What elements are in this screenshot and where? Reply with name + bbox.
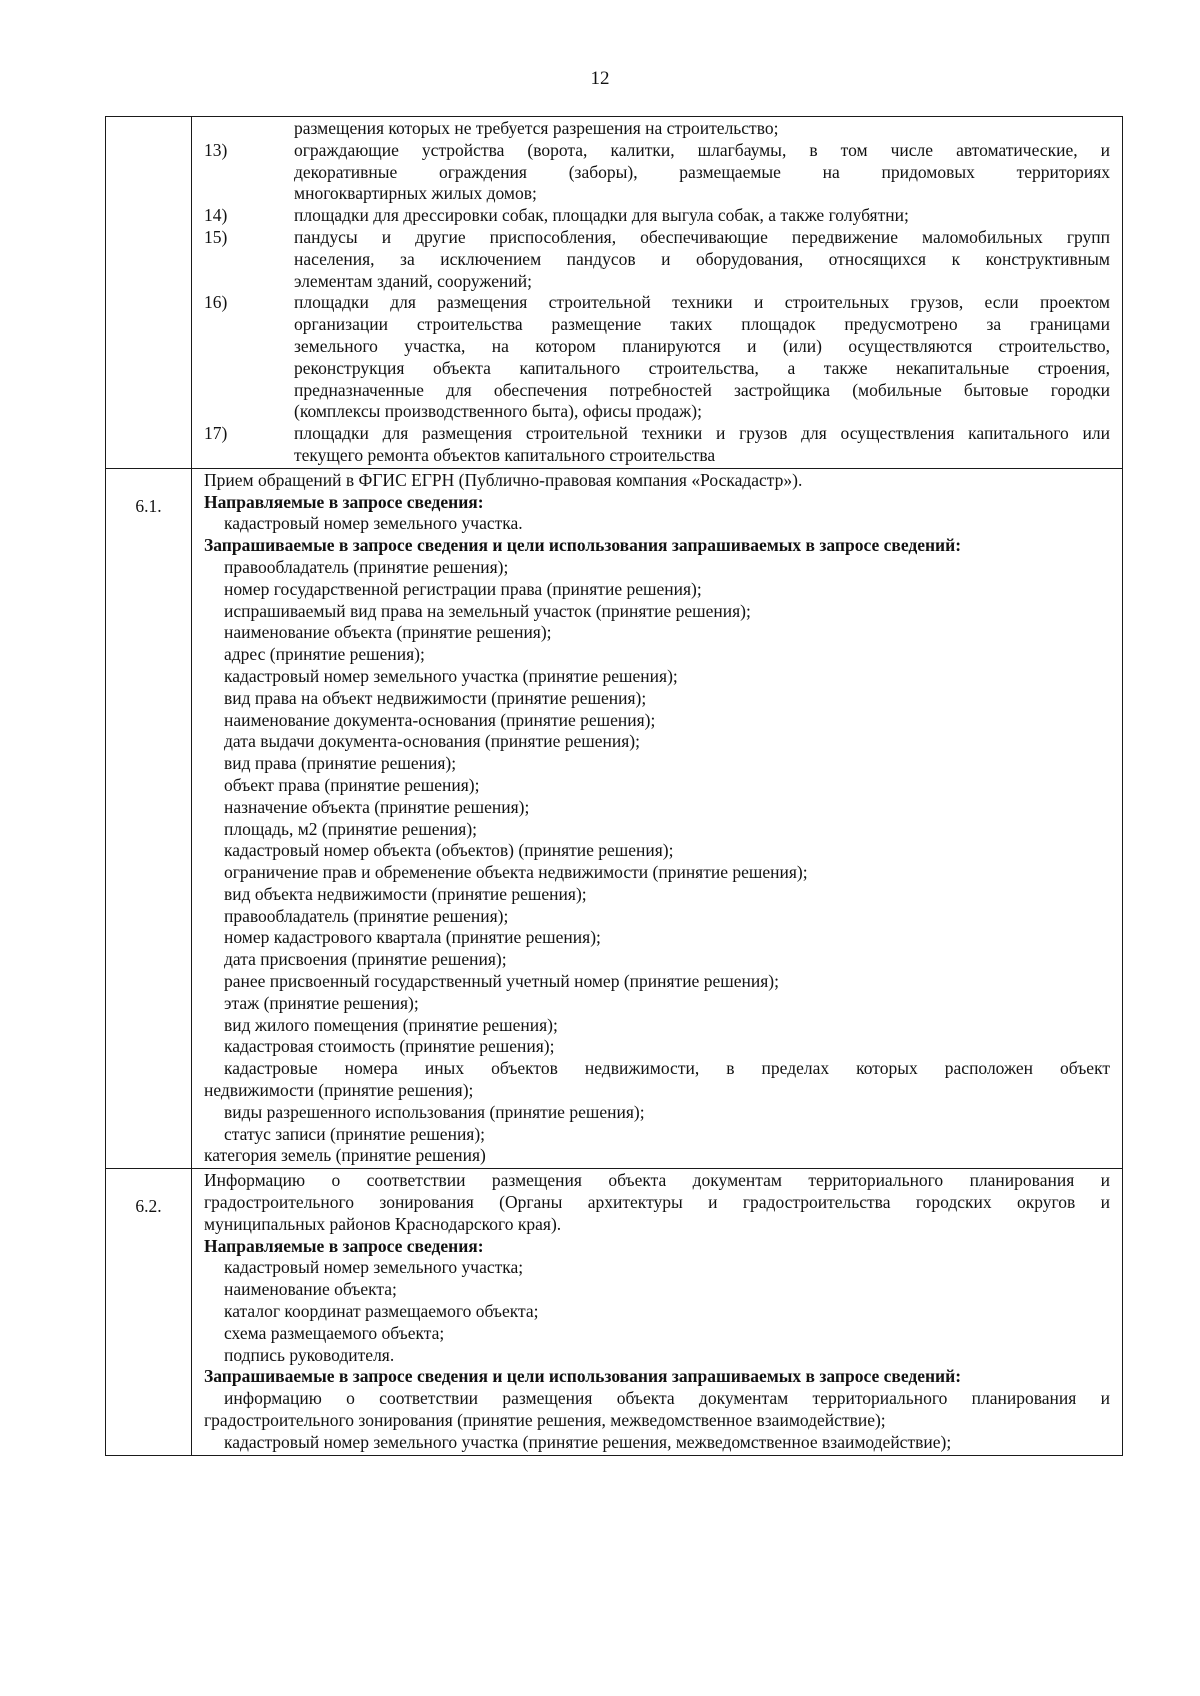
requested-heading: Запрашиваемые в запросе сведения и цели использования запрашиваемых в запросе сведений: bbox=[204, 1366, 962, 1387]
list-item: вид права на объект недвижимости (принятие решения); bbox=[224, 687, 647, 708]
table-row bbox=[106, 1169, 1123, 1455]
item-text-continuation: текущего ремонта объектов капитального строительства bbox=[294, 444, 716, 465]
list-item-continuation: недвижимости (принятие решения); bbox=[204, 1080, 474, 1101]
sent-heading: Направляемые в запросе сведения: bbox=[204, 1235, 484, 1256]
request-intro-line: муниципальных районов Краснодарского края). bbox=[204, 1213, 562, 1234]
item-number: 13) bbox=[204, 139, 228, 160]
list-item: назначение объекта (принятие решения); bbox=[224, 796, 530, 817]
list-item-continuation: градостроительного зонирования (принятие решения, межведомственное взаимодействие); bbox=[204, 1410, 886, 1431]
request-intro-line: градостроительного зонирования (Органы архитектуры и градостроительства городских округов и bbox=[204, 1192, 1110, 1213]
item-text: площадки для дрессировки собак, площадки для выгула собак, а также голубятни; bbox=[294, 205, 909, 226]
table-row bbox=[106, 468, 1123, 1169]
list-item: информацию о соответствии размещения объекта документам территориального планирования и bbox=[224, 1388, 1110, 1409]
list-item: кадастровые номера иных объектов недвижимости, в пределах которых расположен объект bbox=[224, 1058, 1110, 1079]
row-number-cell bbox=[106, 1169, 192, 1455]
table-row bbox=[106, 117, 1123, 469]
list-item: наименование объекта (принятие решения); bbox=[224, 622, 552, 643]
numbered-item bbox=[204, 423, 1110, 445]
list-item: кадастровый номер земельного участка (принятие решения); bbox=[224, 665, 678, 686]
list-item: статус записи (принятие решения); bbox=[224, 1123, 486, 1144]
list-item: правообладатель (принятие решения); bbox=[224, 556, 509, 577]
item-text-continuation: декоративные ограждения (заборы), размещаемые на придомовых территориях bbox=[294, 161, 1110, 182]
item-number: 17) bbox=[204, 423, 228, 444]
list-item: вид жилого помещения (принятие решения); bbox=[224, 1014, 558, 1035]
list-item: кадастровый номер объекта (объектов) (принятие решения); bbox=[224, 840, 674, 861]
row-content-cell bbox=[192, 1169, 1123, 1455]
row-number-cell bbox=[106, 117, 192, 469]
sent-heading: Направляемые в запросе сведения: bbox=[204, 491, 484, 512]
item-text-continuation: реконструкция объекта капитального строительства, а также некапитальные строения, bbox=[294, 357, 1110, 378]
item-text-continuation: организации строительства размещение таких площадок предусмотрено за границами bbox=[294, 314, 1110, 335]
item-number: 14) bbox=[204, 205, 228, 226]
requested-heading: Запрашиваемые в запросе сведения и цели использования запрашиваемых в запросе сведений: bbox=[204, 535, 962, 556]
list-item: объект права (принятие решения); bbox=[224, 774, 480, 795]
list-item: этаж (принятие решения); bbox=[224, 992, 419, 1013]
list-item: каталог координат размещаемого объекта; bbox=[224, 1301, 539, 1322]
services-table bbox=[105, 116, 1123, 1456]
list-item: кадастровый номер земельного участка. bbox=[224, 513, 523, 534]
list-item: испрашиваемый вид права на земельный участок (принятие решения); bbox=[224, 600, 751, 621]
row-number: 6.1. bbox=[135, 495, 162, 516]
numbered-item bbox=[204, 140, 1110, 162]
list-item: кадастровый номер земельного участка (принятие решения, межведомственное взаимодействие); bbox=[224, 1431, 952, 1452]
numbered-list bbox=[204, 140, 1110, 467]
list-item: вид права (принятие решения); bbox=[224, 753, 457, 774]
row-content-cell bbox=[192, 468, 1123, 1169]
numbered-item bbox=[204, 227, 1110, 249]
item-text: ограждающие устройства (ворота, калитки, шлагбаумы, в том числе автоматические, и bbox=[294, 139, 1110, 160]
list-item: номер кадастрового квартала (принятие решения); bbox=[224, 927, 601, 948]
list-item: кадастровый номер земельного участка; bbox=[224, 1257, 524, 1278]
item-text-continuation: многоквартирных жилых домов; bbox=[294, 183, 537, 204]
item-text: площадки для размещения строительной техники и строительных грузов, если проектом bbox=[294, 292, 1110, 313]
list-item: номер государственной регистрации права (принятие решения); bbox=[224, 578, 702, 599]
item-text-continuation: предназначенные для обеспечения потребностей застройщика (мобильные бытовые городки bbox=[294, 379, 1110, 400]
request-intro: Прием обращений в ФГИС ЕГРН (Публично-правовая компания «Роскадастр»). bbox=[204, 469, 803, 490]
item-text-continuation: населения, за исключением пандусов и оборудования, относящихся к конструктивным bbox=[294, 248, 1110, 269]
numbered-item bbox=[204, 205, 1110, 227]
list-item: наименование документа-основания (принятие решения); bbox=[224, 709, 656, 730]
item-number: 15) bbox=[204, 226, 228, 247]
list-item: адрес (принятие решения); bbox=[224, 644, 425, 665]
list-item: правообладатель (принятие решения); bbox=[224, 905, 509, 926]
requested-list bbox=[204, 557, 1110, 1058]
item-number: 16) bbox=[204, 292, 228, 313]
item-text: пандусы и другие приспособления, обеспечивающие передвижение маломобильных групп bbox=[294, 226, 1110, 247]
sent-list bbox=[204, 1257, 1110, 1366]
list-item: схема размещаемого объекта; bbox=[224, 1322, 445, 1343]
list-item: категория земель (принятие решения) bbox=[204, 1145, 486, 1166]
list-item: ограничение прав и обременение объекта недвижимости (принятие решения); bbox=[224, 862, 808, 883]
list-item: дата присвоения (принятие решения); bbox=[224, 949, 507, 970]
list-item: виды разрешенного использования (принятие решения); bbox=[224, 1101, 645, 1122]
requested-list-tail bbox=[204, 1102, 1110, 1146]
item-text-continuation: земельного участка, на котором планируются и (или) осуществляются строительство, bbox=[294, 335, 1110, 356]
row-number: 6.2. bbox=[135, 1196, 162, 1217]
item-text: площадки для размещения строительной техники и грузов для осуществления капитального или bbox=[294, 423, 1110, 444]
list-item: подпись руководителя. bbox=[224, 1344, 395, 1365]
list-item: вид объекта недвижимости (принятие решения); bbox=[224, 883, 587, 904]
list-item: наименование объекта; bbox=[224, 1279, 397, 1300]
item-text-continuation: элементам зданий, сооружений; bbox=[294, 270, 532, 291]
list-item: ранее присвоенный государственный учетный номер (принятие решения); bbox=[224, 971, 779, 992]
sent-list bbox=[204, 513, 1110, 535]
continuation-line: размещения которых не требуется разрешения на строительство; bbox=[294, 118, 779, 138]
request-intro-line: Информацию о соответствии размещения объекта документам территориального планирования и bbox=[204, 1170, 1110, 1191]
page-number: 12 bbox=[590, 68, 610, 89]
row-number-cell bbox=[106, 468, 192, 1169]
row-content-cell bbox=[192, 117, 1123, 469]
item-text-continuation: (комплексы производственного быта), офисы продаж); bbox=[294, 401, 702, 422]
list-item: площадь, м2 (принятие решения); bbox=[224, 818, 478, 839]
numbered-item bbox=[204, 292, 1110, 314]
list-item: дата выдачи документа-основания (принятие решения); bbox=[224, 731, 640, 752]
list-item: кадастровая стоимость (принятие решения); bbox=[224, 1036, 555, 1057]
